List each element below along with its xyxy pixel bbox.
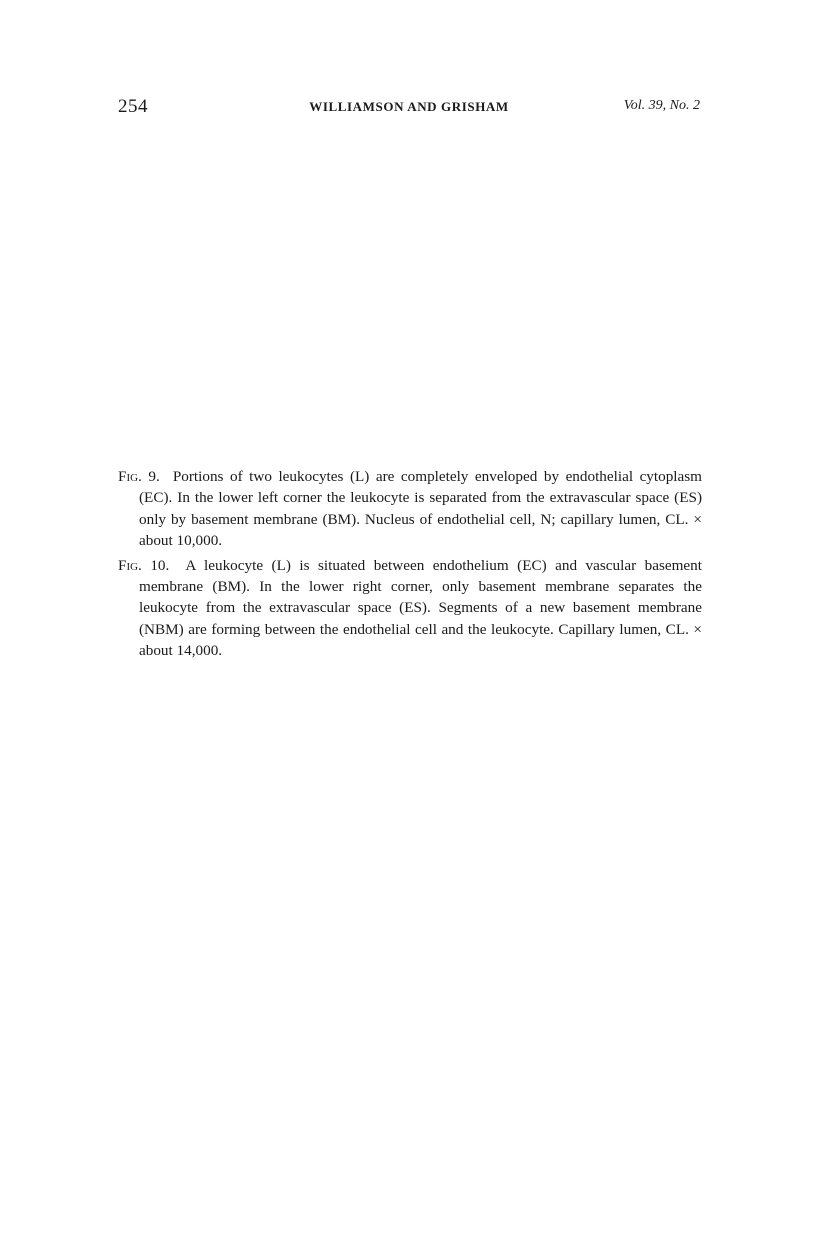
caption-fig-10 xyxy=(118,555,702,662)
running-head xyxy=(118,96,700,118)
journal-issue: Vol. 39, No. 2 xyxy=(623,98,700,113)
caption-label: Fig. 9. xyxy=(118,468,160,485)
caption-fig-9 xyxy=(118,466,702,552)
caption-text: A leukocyte (L) is situated between endothelium (EC) and vascular basement membrane (BM). In the lower right corner, only basement membrane separates the leukocyte from the extravascular space (ES). Segments of a new basement membrane (NBM) are forming between the endothelial cell and the leukocyte. Capillary lumen, CL. × about 14,000. xyxy=(139,556,702,660)
figure-captions xyxy=(118,466,702,665)
running-title: WILLIAMSON AND GRISHAM xyxy=(309,99,509,114)
caption-text: Portions of two leukocytes (L) are completely enveloped by endothelial cytoplasm (EC). In the lower left corner the leukocyte is separated from the extravascular space (ES) only by basement membrane (BM). Nucleus of endothelial cell, N; capillary lumen, CL. × about 10,000. xyxy=(139,468,702,550)
caption-label: Fig. 10. xyxy=(118,556,170,574)
page-number: 254 xyxy=(118,96,148,117)
